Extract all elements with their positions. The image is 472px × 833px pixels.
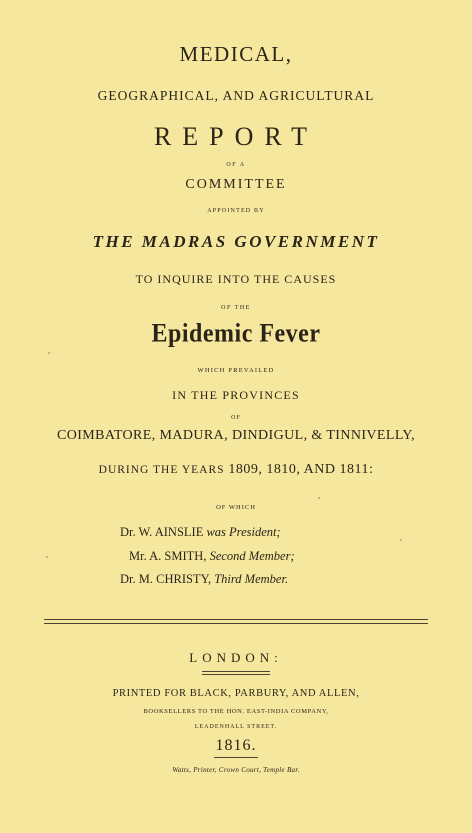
imprint-booksellers: BOOKSELLERS TO THE HON. EAST-INDIA COMPANY, <box>143 708 329 715</box>
imprint-city: LONDON: <box>189 650 283 665</box>
year-underline <box>214 757 258 758</box>
officer-name: Dr. W. AINSLIE <box>120 525 204 539</box>
officer-role: Third Member. <box>214 572 289 586</box>
text-which-prevailed: WHICH PREVAILED <box>197 367 275 374</box>
paper-speck <box>318 497 320 499</box>
imprint-printed-for: PRINTED FOR BLACK, PARBURY, AND ALLEN, <box>112 688 360 699</box>
divider-rule-thin <box>44 623 428 624</box>
imprint-printer: Watts, Printer, Crown Court, Temple Bar. <box>172 766 300 774</box>
title-epidemic-fever: Epidemic Fever <box>151 319 321 349</box>
text-madras-government: THE MADRAS GOVERNMENT <box>92 232 380 251</box>
officer-name: Dr. M. CHRISTY, <box>120 572 212 586</box>
title-report: REPORT <box>153 122 319 151</box>
subtitle-geographical: GEOGRAPHICAL, AND AGRICULTURAL <box>97 88 375 103</box>
imprint-year: 1816. <box>215 737 257 754</box>
officer-president <box>120 525 281 540</box>
officer-third-member <box>120 572 288 587</box>
text-of-which: OF WHICH <box>216 504 256 511</box>
text-inquire: TO INQUIRE INTO THE CAUSES <box>135 272 337 286</box>
text-appointed-by: APPOINTED BY <box>207 208 265 214</box>
paper-speck <box>46 556 48 558</box>
title-medical: MEDICAL, <box>179 42 293 66</box>
paper-speck <box>48 352 50 354</box>
city-underline <box>202 671 270 672</box>
officer-role: Second Member; <box>209 549 295 563</box>
text-during: DURING THE YEARS <box>98 464 225 476</box>
officer-role: was President; <box>206 525 281 539</box>
divider-rule <box>44 619 428 620</box>
imprint-address: LEADENHALL STREET. <box>194 724 278 730</box>
text-years: 1809, 1810, AND 1811: <box>228 462 374 477</box>
text-of-the: OF THE <box>221 305 251 311</box>
text-of-a: OF A <box>226 162 246 168</box>
text-years-line <box>0 462 472 478</box>
text-of: OF <box>231 415 241 421</box>
text-places: COIMBATORE, MADURA, DINDIGUL, & TINNIVELLY, <box>56 428 415 443</box>
text-provinces: IN THE PROVINCES <box>172 388 300 402</box>
officer-second-member <box>129 549 295 564</box>
city-underline-second <box>202 674 270 675</box>
officer-name: Mr. A. SMITH, <box>129 549 207 563</box>
paper-speck <box>400 539 402 541</box>
text-committee: COMMITTEE <box>185 177 287 192</box>
